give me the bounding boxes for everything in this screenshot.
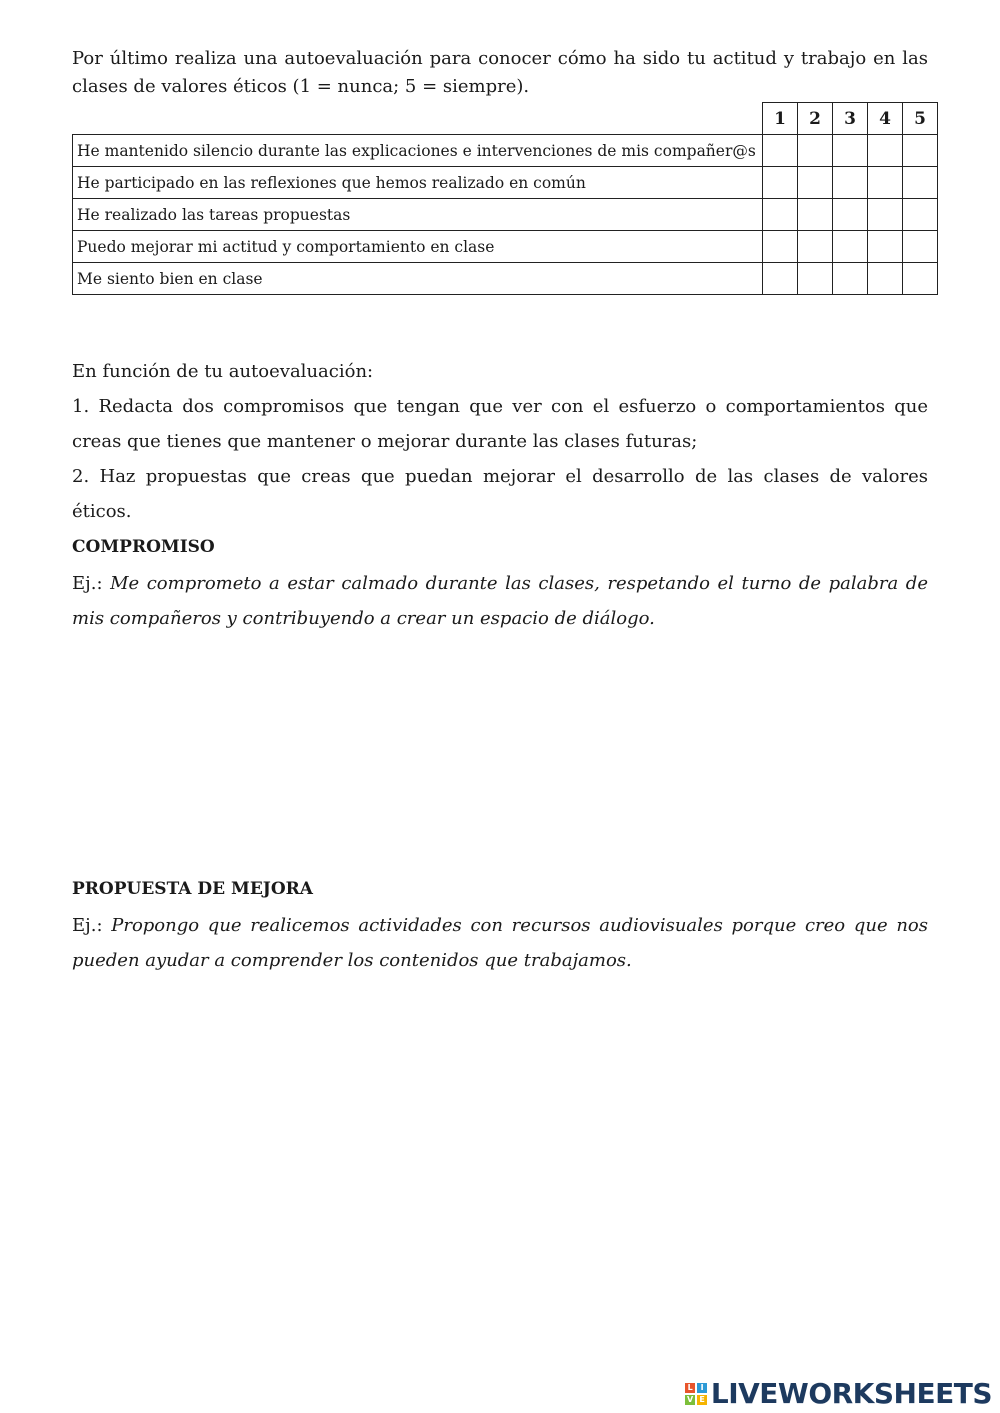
rating-cell[interactable] [903,167,938,199]
intro-paragraph: Por último realiza una autoevaluación para conocer cómo ha sido tu actitud y trabajo en las clases de valores éticos (1 = nunca; 5 = siempre). [72,48,928,97]
column-header-5: 5 [903,103,938,135]
compromiso-heading: COMPROMISO [72,537,215,557]
rating-cell[interactable] [868,231,903,263]
rating-cell[interactable] [833,135,868,167]
rating-cell[interactable] [763,263,798,295]
self-assessment-table [72,102,938,295]
rating-cell[interactable] [798,135,833,167]
instructions-lead: En función de tu autoevaluación: [72,361,374,382]
propuesta-example [72,908,928,978]
table-row [73,199,938,231]
table-row [73,231,938,263]
rating-cell[interactable] [798,167,833,199]
rating-cell[interactable] [763,231,798,263]
rating-cell[interactable] [868,263,903,295]
rating-cell[interactable] [798,199,833,231]
liveworksheets-logo [685,1377,992,1410]
rating-cell[interactable] [833,263,868,295]
statement-cell: Me siento bien en clase [73,263,763,295]
liveworksheets-mark-icon: L I V E [685,1383,707,1405]
table-row [73,135,938,167]
statement-cell: He participado en las reflexiones que hemos realizado en común [73,167,763,199]
table-header-row [73,103,938,135]
table-row [73,263,938,295]
rating-cell[interactable] [868,167,903,199]
rating-cell[interactable] [763,167,798,199]
header-blank-cell [73,103,763,135]
rating-cell[interactable] [903,263,938,295]
propuesta-prefix: Ej.: [72,915,103,936]
rating-cell[interactable] [868,199,903,231]
propuesta-example-text: Propongo que realicemos actividades con recursos audiovisuales porque creo que nos pueden ayudar a comprender los contenidos que trabajamos. [72,915,928,971]
instruction-item-1: 1. Redacta dos compromisos que tengan que ver con el esfuerzo o comportamientos que creas que tienes que mantener o mejorar durante las clases futuras; [72,396,928,452]
statement-cell: He mantenido silencio durante las explicaciones e intervenciones de mis compañer@s [73,135,763,167]
column-header-1: 1 [763,103,798,135]
statement-cell: He realizado las tareas propuestas [73,199,763,231]
rating-cell[interactable] [833,167,868,199]
rating-cell[interactable] [798,231,833,263]
rating-cell[interactable] [903,231,938,263]
statement-cell: Puedo mejorar mi actitud y comportamiento en clase [73,231,763,263]
rating-cell[interactable] [833,199,868,231]
liveworksheets-brand: LIVEWORKSHEETS [710,1377,992,1410]
compromiso-prefix: Ej.: [72,573,103,594]
rating-cell[interactable] [763,135,798,167]
compromiso-example-text: Me comprometo a estar calmado durante las clases, respetando el turno de palabra de mis compañeros y contribuyendo a crear un espacio de diálogo. [72,573,928,629]
instruction-item-2: 2. Haz propuestas que creas que puedan mejorar el desarrollo de las clases de valores éticos. [72,466,928,522]
rating-cell[interactable] [903,199,938,231]
compromiso-example [72,566,928,636]
rating-cell[interactable] [763,199,798,231]
instructions [72,354,928,529]
column-header-3: 3 [833,103,868,135]
propuesta-heading: PROPUESTA DE MEJORA [72,879,313,899]
table-row [73,167,938,199]
rating-cell[interactable] [798,263,833,295]
rating-cell[interactable] [903,135,938,167]
rating-cell[interactable] [868,135,903,167]
column-header-4: 4 [868,103,903,135]
column-header-2: 2 [798,103,833,135]
rating-cell[interactable] [833,231,868,263]
